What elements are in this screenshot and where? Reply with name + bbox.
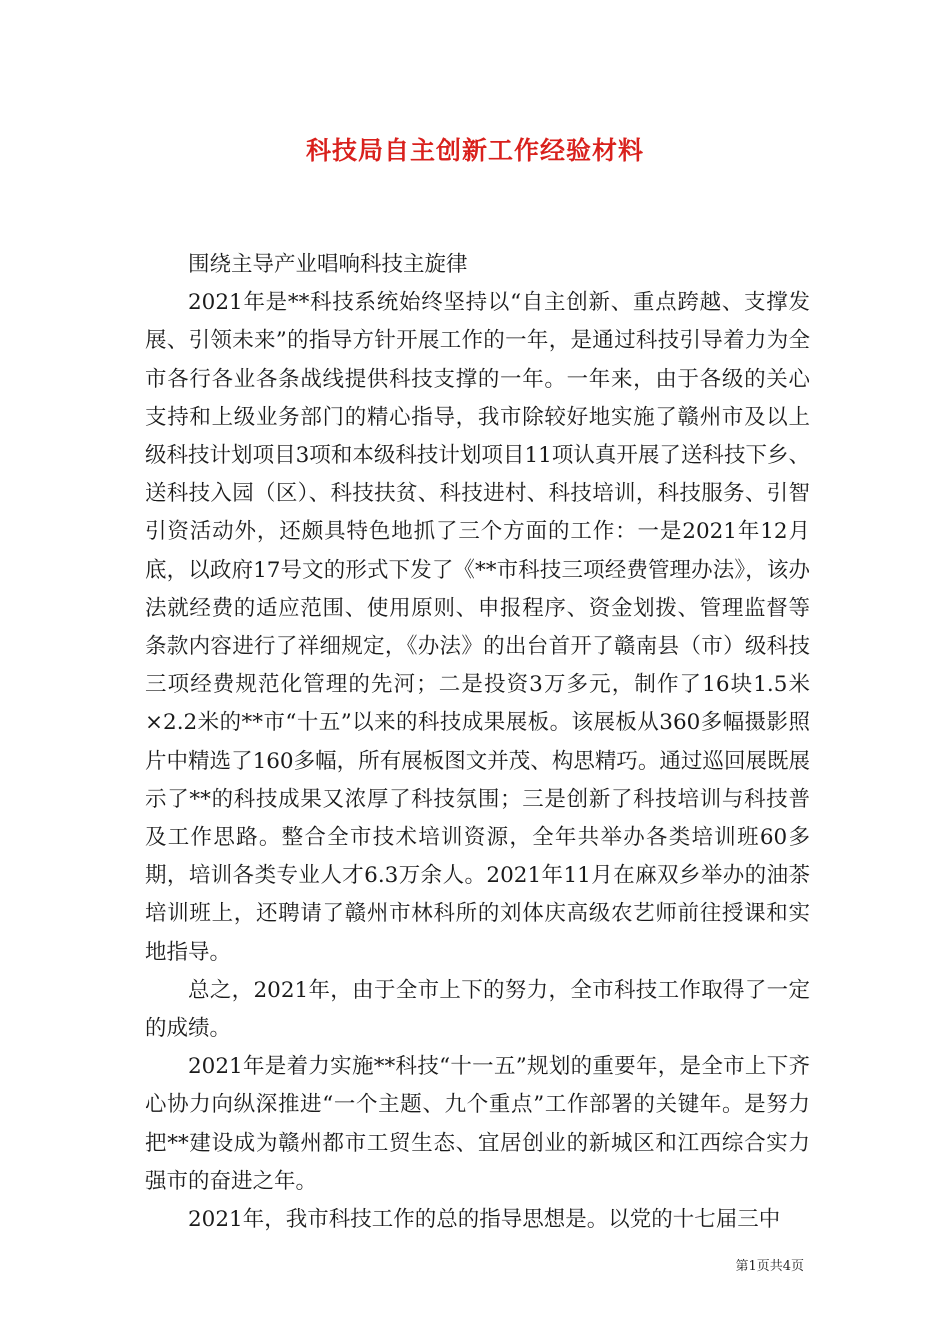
- paragraph: 2021年，我市科技工作的总的指导思想是。以党的十七届三中: [188, 1207, 781, 1233]
- document-title: 科技局自主创新工作经验材料: [305, 136, 644, 165]
- paragraph: 2021年是**科技系统始终坚持以“自主创新、重点跨越、支撑发展、引领未来”的指导方针开展工作的一年，是通过科技引导着力为全市各行各业各条战线提供科技支撑的一年。一年来，由于各级的关心支持和上级业务部门的精心指导，我市除较好地实施了赣州市及以上级科技计划项目3项和本级科技计划项目11项认真开展了送科技下乡、送科技入园（区）、科技扶贫、科技进村、科技培训，科技服务、引智引资活动外，还颇具特色地抓了三个方面的工作：一是2021年12月底，以政府17号文的形式下发了《**市科技三项经费管理办法》，该办法就经费的适应范围、使用原则、申报程序、资金划拨、管理监督等条款内容进行了祥细规定，《办法》的出台首开了赣南县（市）级科技三项经费规范化管理的先河；二是投资3万多元，制作了16块1.5米×2.2米的**市“十五”以来的科技成果展板。该展板从360多幅摄影照片中精选了160多幅，所有展板图文并茂、构思精巧。通过巡回展既展示了**的科技成果又浓厚了科技氛围；三是创新了科技培训与科技普及工作思路。整合全市技术培训资源，全年共举办各类培训班60多期，培训各类专业人才6.3万余人。2021年11月在麻双乡举办的油茶培训班上，还聘请了赣州市林科所的刘体庆高级农艺师前往授课和实地指导。: [145, 290, 810, 965]
- page-number: 第1页共4页: [735, 1259, 804, 1274]
- document-body: [145, 246, 810, 1239]
- paragraph: 2021年是着力实施**科技“十一五”规划的重要年，是全市上下齐心协力向纵深推进“一个主题、九个重点”工作部署的关键年。是努力把**建设成为赣州都市工贸生态、宜居创业的新城区和江西综合实力强市的奋进之年。: [145, 1054, 810, 1194]
- paragraph-heading: 围绕主导产业唱响科技主旋律: [188, 252, 468, 277]
- paragraph: 总之，2021年，由于全市上下的努力，全市科技工作取得了一定的成绩。: [145, 977, 810, 1042]
